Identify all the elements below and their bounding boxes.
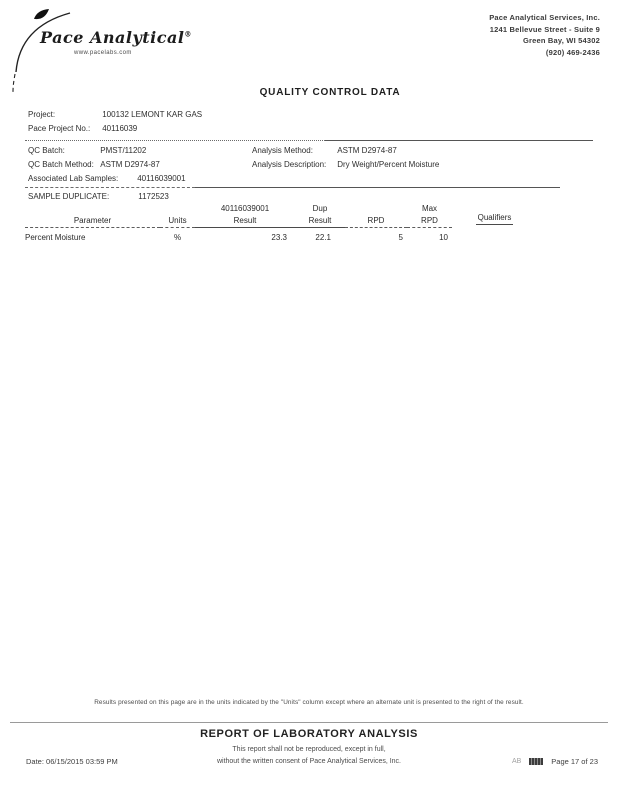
footer-date-label: Date: bbox=[26, 757, 44, 766]
divider bbox=[195, 187, 560, 188]
sample-duplicate-value: 1172523 bbox=[138, 192, 169, 201]
header-cell bbox=[452, 202, 537, 213]
header-cell-units: Units bbox=[160, 213, 195, 227]
qc-batch-row bbox=[28, 146, 146, 155]
letterhead-address bbox=[489, 12, 600, 58]
header-cell-parameter: Parameter bbox=[25, 213, 160, 227]
footer-right bbox=[512, 757, 598, 766]
cell-qualifiers bbox=[452, 227, 537, 242]
footer-stamp-icon bbox=[529, 758, 543, 765]
qc-batch-value: PMST/11202 bbox=[100, 146, 147, 155]
header-cell-result: Result bbox=[195, 213, 295, 227]
analysis-description-row bbox=[252, 160, 439, 169]
footer-date bbox=[26, 757, 118, 766]
table-header-top-row bbox=[25, 202, 537, 213]
header-cell-dup-result: Result bbox=[295, 213, 345, 227]
header-cell-rpd: RPD bbox=[345, 213, 407, 227]
cell-max-rpd: 10 bbox=[439, 232, 448, 242]
qc-results-table bbox=[25, 202, 537, 242]
header-cell-max-rpd: RPD bbox=[407, 213, 452, 227]
qc-batch-method-value: ASTM D2974-87 bbox=[100, 160, 160, 169]
reproduction-notice-line1: This report shall not be reproduced, except in full, bbox=[232, 746, 386, 753]
analysis-method-label: Analysis Method: bbox=[252, 146, 313, 155]
letterhead-address2: Green Bay, WI 54302 bbox=[522, 36, 600, 45]
report-title: REPORT OF LABORATORY ANALYSIS bbox=[200, 728, 418, 740]
page-title: QUALITY CONTROL DATA bbox=[259, 87, 401, 98]
cell-result: 23.3 bbox=[271, 232, 287, 242]
cell-parameter: Percent Moisture bbox=[25, 232, 86, 242]
divider bbox=[25, 140, 325, 141]
table-row bbox=[25, 227, 537, 242]
project-label: Project: bbox=[28, 110, 56, 119]
header-cell bbox=[25, 202, 160, 213]
footer-divider bbox=[10, 722, 608, 723]
registered-mark: ® bbox=[184, 29, 192, 39]
logo-website: www.pacelabs.com bbox=[74, 50, 132, 56]
sample-duplicate-label: SAMPLE DUPLICATE: bbox=[28, 192, 110, 201]
project-value: 100132 LEMONT KAR GAS bbox=[102, 110, 203, 119]
pace-logo bbox=[8, 6, 238, 96]
logo-brand-text: Pace Analytical® bbox=[40, 28, 192, 47]
results-footnote: Results presented on this page are in the units indicated by the "Units" column except where an alternate unit is presented to the right of the result. bbox=[94, 699, 524, 706]
associated-samples-label: Associated Lab Samples: bbox=[28, 174, 119, 183]
header-cell-qualifiers: Qualifiers bbox=[452, 213, 537, 227]
reproduction-notice-line2: without the written consent of Pace Analytical Services, Inc. bbox=[216, 758, 402, 765]
table-header-bottom-row bbox=[25, 213, 537, 227]
project-row bbox=[28, 110, 202, 119]
qc-batch-label: QC Batch: bbox=[28, 146, 65, 155]
header-cell-max: Max bbox=[421, 204, 438, 213]
header-cell-dup: Dup bbox=[312, 204, 328, 213]
cell-rpd: 5 bbox=[398, 232, 403, 242]
letterhead-phone: (920) 469-2436 bbox=[545, 47, 600, 57]
header-cell bbox=[345, 202, 407, 213]
project-number-row bbox=[28, 124, 137, 133]
header-cell-sample-id: 40116039001 bbox=[220, 204, 270, 213]
sample-duplicate-row bbox=[28, 192, 169, 201]
associated-samples-value: 40116039001 bbox=[137, 174, 186, 183]
analysis-method-value: ASTM D2974-87 bbox=[337, 146, 397, 155]
header-cell bbox=[160, 202, 195, 213]
cell-units: % bbox=[173, 232, 182, 242]
analysis-method-row bbox=[252, 146, 397, 155]
analysis-description-label: Analysis Description: bbox=[252, 160, 327, 169]
project-number-value: 40116039 bbox=[102, 124, 138, 133]
cell-dup-result: 22.1 bbox=[315, 232, 331, 242]
footer-date-value: 06/15/2015 03:59 PM bbox=[46, 757, 118, 766]
letterhead-company: Pace Analytical Services, Inc. bbox=[489, 13, 600, 22]
footer-initials: AB bbox=[511, 758, 522, 765]
divider bbox=[325, 140, 593, 141]
qc-batch-method-label: QC Batch Method: bbox=[28, 160, 94, 169]
page-number: Page 17 of 23 bbox=[551, 757, 598, 766]
qc-batch-method-row bbox=[28, 160, 160, 169]
letterhead-address1: 1241 Bellevue Street - Suite 9 bbox=[489, 24, 600, 34]
divider bbox=[25, 187, 195, 188]
project-number-label: Pace Project No.: bbox=[28, 124, 91, 133]
associated-samples-row bbox=[28, 174, 186, 183]
analysis-description-value: Dry Weight/Percent Moisture bbox=[337, 160, 440, 169]
